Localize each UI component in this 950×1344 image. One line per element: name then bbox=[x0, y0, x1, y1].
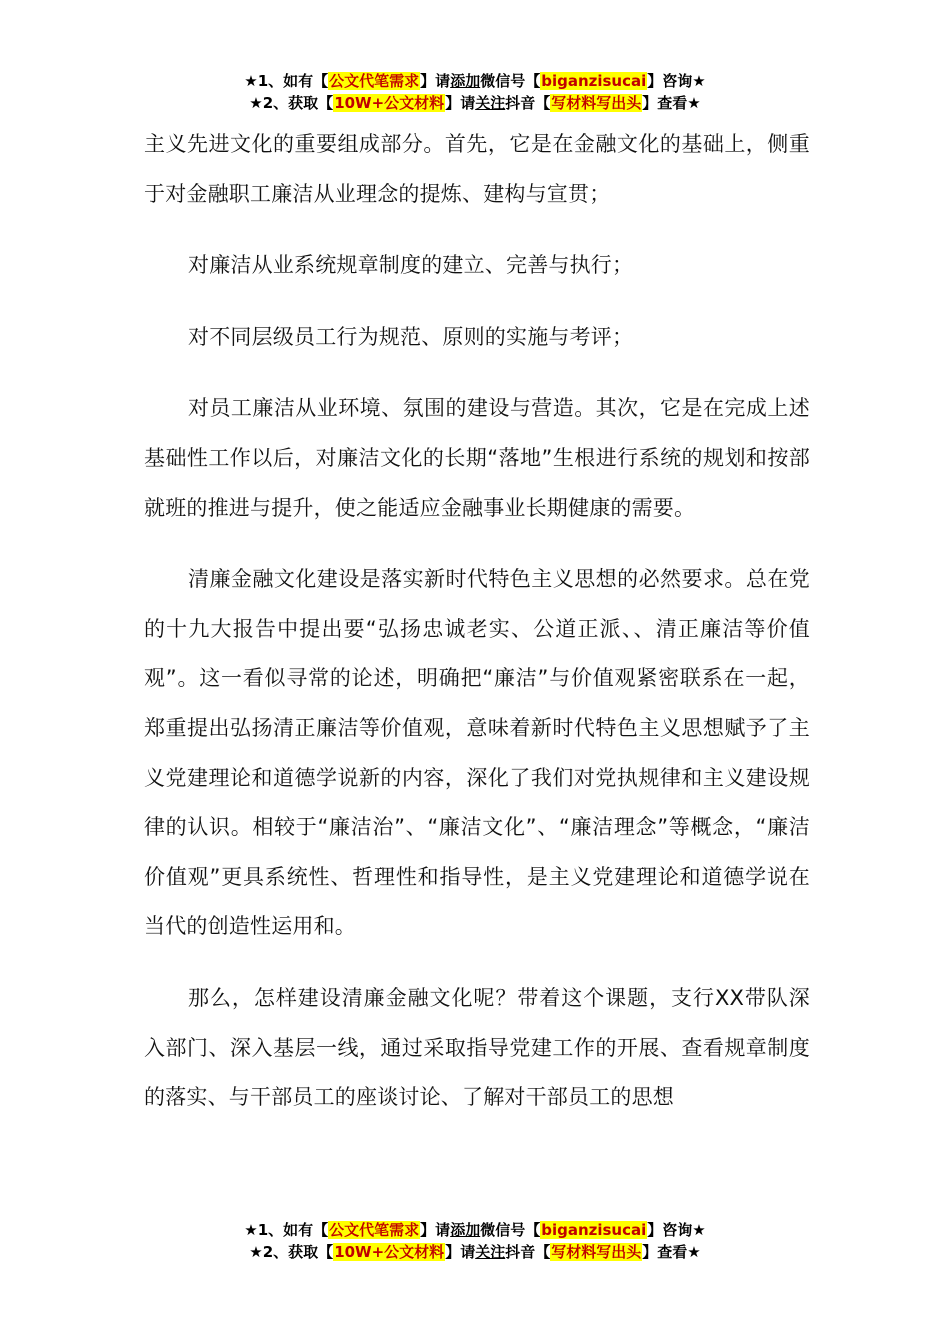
paragraph: 清廉金融文化建设是落实新时代特色主义思想的必然要求。总在党的十九大报告中提出要“弘扬忠诚老实、公道正派、、清正廉洁等价值观”。这一看似寻常的论述，明确把“廉洁”与价值观紧密联系在一起，郑重提出弘扬清正廉洁等价值观，意味着新时代特色主义思想赋予了主义党建理论和道德学说新的内容，深化了我们对党执规律和主义建设规律的认识。相较于“廉洁治”、“廉洁文化”、“廉洁理念”等概念，“廉洁价值观”更具系统性、哲理性和指导性，是主义党建理论和道德学说在当代的创造性运用和。 bbox=[144, 567, 810, 939]
banner-text: ★2、获取【 bbox=[249, 1243, 334, 1261]
banner-highlight: biganzisucai bbox=[541, 72, 647, 90]
banner-highlight: 公文代笔需求 bbox=[329, 1221, 420, 1239]
banner-emphasis: 关注 bbox=[475, 1243, 506, 1261]
banner-text: 】查看★ bbox=[642, 94, 701, 112]
banner-highlight: 公文代笔需求 bbox=[329, 72, 420, 90]
banner-text: ★2、获取【 bbox=[249, 94, 334, 112]
banner-highlight: 写材料写出头 bbox=[551, 1243, 642, 1261]
banner-text: ★1、如有【 bbox=[244, 1221, 329, 1239]
banner-text: 】咨询★ bbox=[647, 72, 706, 90]
banner-text: 抖音【 bbox=[505, 94, 551, 112]
banner-highlight: 10W+公文材料 bbox=[334, 94, 445, 112]
banner-text: 】咨询★ bbox=[647, 1221, 706, 1239]
banner-text: 】请 bbox=[445, 1243, 476, 1261]
banner-highlight: 10W+公文材料 bbox=[334, 1243, 445, 1261]
banner-text: 抖音【 bbox=[505, 1243, 551, 1261]
banner-text: 微信号【 bbox=[480, 1221, 541, 1239]
banner-emphasis: 添加 bbox=[450, 72, 481, 90]
document-body bbox=[144, 120, 810, 1145]
banner-text: 】请 bbox=[420, 72, 451, 90]
banner-line-2 bbox=[0, 1241, 950, 1263]
banner-text: ★1、如有【 bbox=[244, 72, 329, 90]
banner-text: 】请 bbox=[445, 94, 476, 112]
paragraph: 主义先进文化的重要组成部分。首先，它是在金融文化的基础上，侧重于对金融职工廉洁从业理念的提炼、建构与宣贯； bbox=[144, 132, 810, 206]
banner-highlight: biganzisucai bbox=[541, 1221, 647, 1239]
banner-text: 微信号【 bbox=[480, 72, 541, 90]
banner-highlight: 写材料写出头 bbox=[551, 94, 642, 112]
banner-text: 】请 bbox=[420, 1221, 451, 1239]
banner-line-1 bbox=[0, 70, 950, 92]
banner-line-1 bbox=[0, 1219, 950, 1241]
header-banner bbox=[0, 70, 950, 114]
paragraph: 对员工廉洁从业环境、氛围的建设与营造。其次，它是在完成上述基础性工作以后，对廉洁文化的长期“落地”生根进行系统的规划和按部就班的推进与提升，使之能适应金融事业长期健康的需要。 bbox=[144, 396, 810, 520]
banner-text: 】查看★ bbox=[642, 1243, 701, 1261]
paragraph: 那么，怎样建设清廉金融文化呢？带着这个课题，支行XX带队深入部门、深入基层一线，通过采取指导党建工作的开展、查看规章制度的落实、与干部员工的座谈讨论、了解对干部员工的思想 bbox=[144, 985, 810, 1110]
paragraph: 对廉洁从业系统规章制度的建立、完善与执行； bbox=[188, 253, 634, 278]
banner-emphasis: 关注 bbox=[475, 94, 506, 112]
banner-line-2 bbox=[0, 92, 950, 114]
footer-banner bbox=[0, 1219, 950, 1263]
banner-emphasis: 添加 bbox=[450, 1221, 481, 1239]
paragraph: 对不同层级员工行为规范、原则的实施与考评； bbox=[188, 324, 634, 349]
